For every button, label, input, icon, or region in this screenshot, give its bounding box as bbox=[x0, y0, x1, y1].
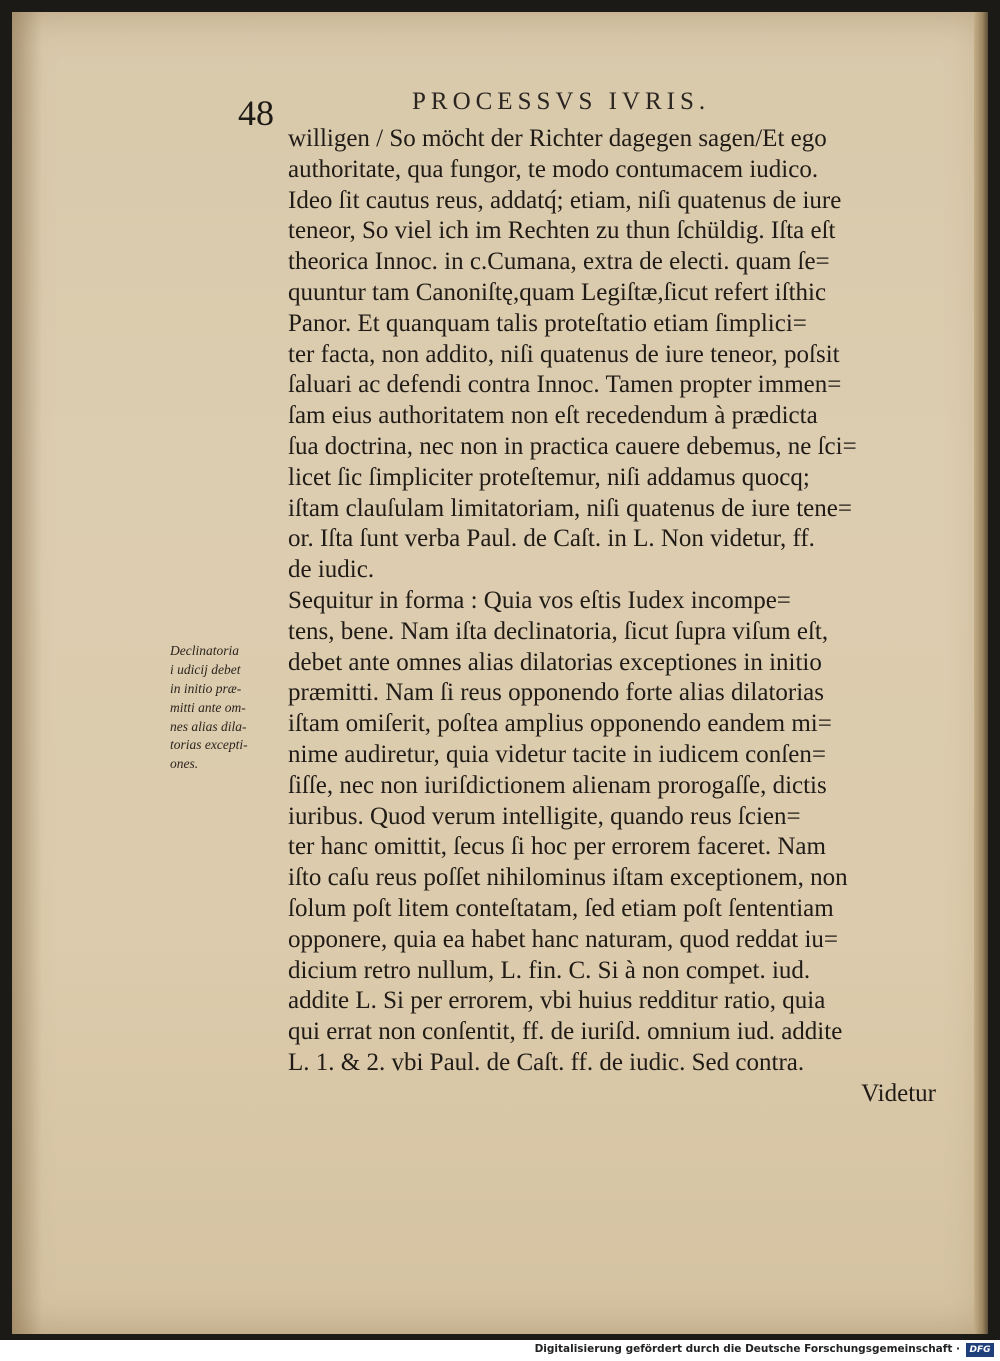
text-line: de iudic. bbox=[288, 556, 375, 584]
text-line: addite L. Si per errorem, vbi huius redditur ratio, quia bbox=[288, 987, 826, 1015]
text-line: willigen / So möcht der Richter dagegen sagen/Et ego bbox=[288, 125, 827, 152]
text-line: præmitti. Nam ſi reus opponendo forte alias dilatorias bbox=[288, 679, 824, 707]
text-line: quuntur tam Canoniſtę,quam Legiſtæ,ſicut refert iſthic bbox=[288, 278, 827, 306]
text-line: Sequitur in forma : Quia vos eſtis Iudex incompe= bbox=[288, 586, 791, 614]
text-line: dicium retro nullum, L. fin. C. Si à non compet. iud. bbox=[288, 956, 811, 984]
credit-text: Digitalisierung gefördert durch die Deutsche Forschungsgemeinschaft · bbox=[534, 1343, 960, 1355]
text-line: iſto caſu reus poſſet nihilominus iſtam exceptionem, non bbox=[288, 864, 848, 892]
digitization-credit-bar bbox=[0, 1340, 1000, 1361]
page-edge bbox=[974, 12, 988, 1334]
text-line: ter hanc omittit, ſecus ſi hoc per errorem faceret. Nam bbox=[288, 833, 826, 861]
marginal-note-line: i udicij debet bbox=[170, 661, 241, 677]
page-number: 48 bbox=[238, 93, 274, 133]
marginal-note-line: mitti ante om- bbox=[170, 699, 246, 715]
text-line: licet ſic ſimpliciter proteſtemur, niſi addamus quocq; bbox=[288, 463, 810, 491]
text-line: theorica Innoc. in c.Cumana, extra de electi. quam ſe= bbox=[288, 248, 830, 276]
marginal-note bbox=[170, 642, 300, 774]
text-line: opponere, quia ea habet hanc naturam, quod reddat iu= bbox=[288, 925, 838, 953]
text-line: teneor, So viel ich im Rechten zu thun ſchüldig. Iſta eſt bbox=[288, 217, 836, 245]
body-text-block bbox=[288, 124, 936, 1110]
text-line: ſiſſe, nec non iuriſdictionem alienam prorogaſſe, dictis bbox=[288, 771, 827, 799]
text-line: iuribus. Quod verum intelligite, quando reus ſcien= bbox=[288, 802, 801, 830]
text-line: authoritate, qua fungor, te modo contumacem iudico. bbox=[288, 155, 819, 183]
text-line: L. 1. & 2. vbi Paul. de Caſt. ff. de iudic. Sed contra. bbox=[288, 1048, 805, 1076]
dfg-logo: DFG bbox=[966, 1343, 994, 1357]
text-line: Panor. Et quanquam talis proteſtatio etiam ſimplici= bbox=[288, 309, 807, 337]
text-line: qui errat non conſentit, ff. de iuriſd. omnium iud. addite bbox=[288, 1018, 843, 1046]
text-line: ſam eius authoritatem non eſt recedendum à prædicta bbox=[288, 402, 818, 430]
marginal-note-line: nes alias dila- bbox=[170, 718, 247, 734]
text-line: ſolum poſt litem conteſtatam, ſed etiam poſt ſententiam bbox=[288, 894, 834, 922]
gutter-shadow bbox=[12, 12, 42, 1334]
text-line: iſtam clauſulam limitatoriam, niſi quatenus de iure tene= bbox=[288, 494, 852, 522]
text-line: Ideo ſit cautus reus, addatq́; etiam, niſi quatenus de iure bbox=[288, 186, 842, 214]
text-line: ſaluari ac defendi contra Innoc. Tamen propter immen= bbox=[288, 371, 842, 399]
marginal-note-line: ones. bbox=[170, 756, 199, 772]
text-line: ſua doctrina, nec non in practica cauere debemus, ne ſci= bbox=[288, 432, 857, 460]
marginal-note-line: torias excepti- bbox=[170, 737, 248, 753]
catchword: Videtur bbox=[861, 1079, 936, 1107]
text-line: nime audiretur, quia videtur tacite in iudicem conſen= bbox=[288, 740, 826, 768]
text-line: ter facta, non addito, niſi quatenus de iure teneor, poſsit bbox=[288, 340, 840, 368]
marginal-note-line: Declinatoria bbox=[170, 643, 239, 658]
running-title: PROCESSVS IVRIS. bbox=[412, 88, 711, 115]
marginal-note-line: in initio præ- bbox=[170, 680, 242, 696]
text-line: or. Iſta ſunt verba Paul. de Caſt. in L. Non videtur, ff. bbox=[288, 525, 815, 553]
text-line: debet ante omnes alias dilatorias exceptiones in initio bbox=[288, 648, 822, 676]
book-page bbox=[12, 12, 988, 1334]
text-line: tens, bene. Nam iſta declinatoria, ſicut ſupra viſum eſt, bbox=[288, 617, 829, 645]
text-line: iſtam omiſerit, poſtea amplius opponendo eandem mi= bbox=[288, 710, 832, 738]
